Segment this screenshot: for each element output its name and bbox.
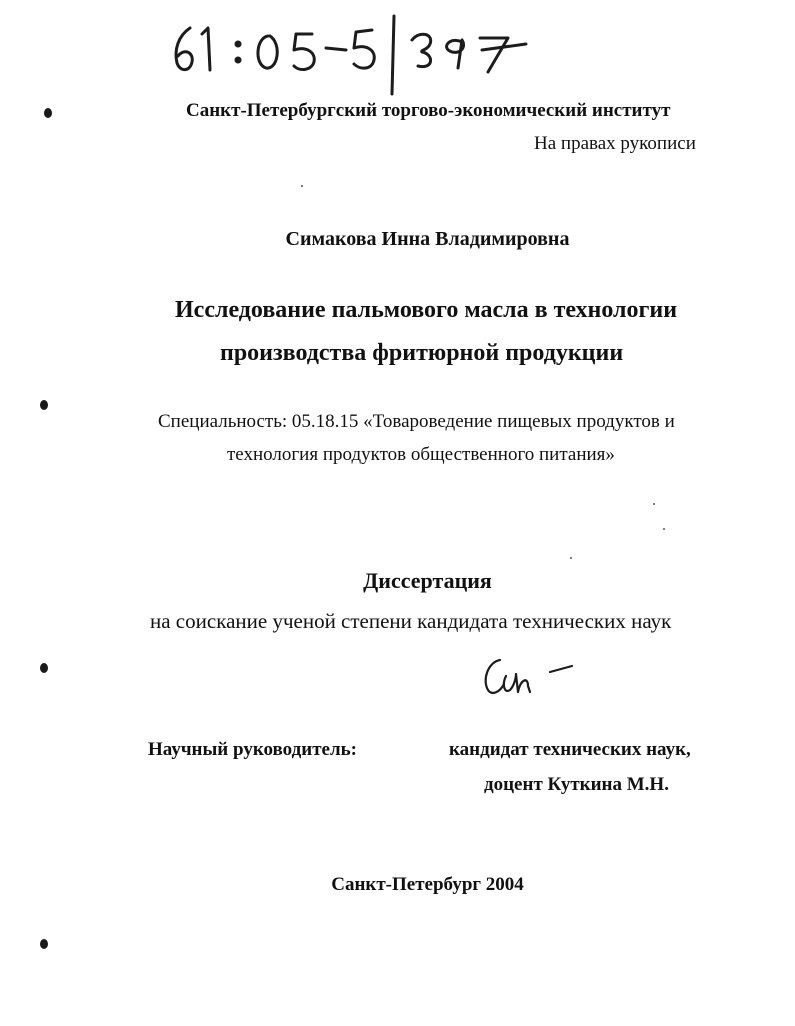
document-type-heading: Диссертация bbox=[363, 568, 492, 593]
author-signature bbox=[478, 650, 588, 700]
catalog-mark-handwriting bbox=[150, 8, 550, 98]
signature-handwriting bbox=[478, 650, 588, 700]
punch-hole-mark bbox=[40, 939, 48, 949]
supervisor-label: Научный руководитель: bbox=[148, 739, 357, 760]
specialty-line-2: технология продуктов общественного питания» bbox=[227, 444, 615, 465]
handwritten-catalog-mark bbox=[150, 8, 550, 98]
supervisor-name: доцент Куткина М.Н. bbox=[484, 774, 669, 795]
punch-hole-mark bbox=[44, 108, 52, 118]
supervisor-degree: кандидат технических наук, bbox=[449, 739, 691, 760]
scan-speck bbox=[663, 528, 665, 530]
city-and-year: Санкт-Петербург 2004 bbox=[331, 874, 524, 895]
institute-name: Санкт-Петербургский торгово-экономический институт bbox=[186, 100, 671, 121]
scan-speck bbox=[301, 185, 303, 187]
degree-statement: на соискание ученой степени кандидата технических наук bbox=[150, 609, 672, 633]
scan-speck bbox=[570, 557, 572, 559]
punch-hole-mark bbox=[40, 400, 48, 410]
author-name: Симакова Инна Владимировна bbox=[285, 228, 570, 250]
dissertation-title-line-1: Исследование пальмового масла в технологии bbox=[175, 297, 678, 323]
scan-speck bbox=[653, 503, 655, 505]
specialty-line-1: Специальность: 05.18.15 «Товароведение пищевых продуктов и bbox=[158, 411, 675, 432]
manuscript-rights-note: На правах рукописи bbox=[534, 133, 696, 154]
dissertation-title-line-2: производства фритюрной продукции bbox=[220, 340, 624, 366]
punch-hole-mark bbox=[40, 663, 48, 673]
